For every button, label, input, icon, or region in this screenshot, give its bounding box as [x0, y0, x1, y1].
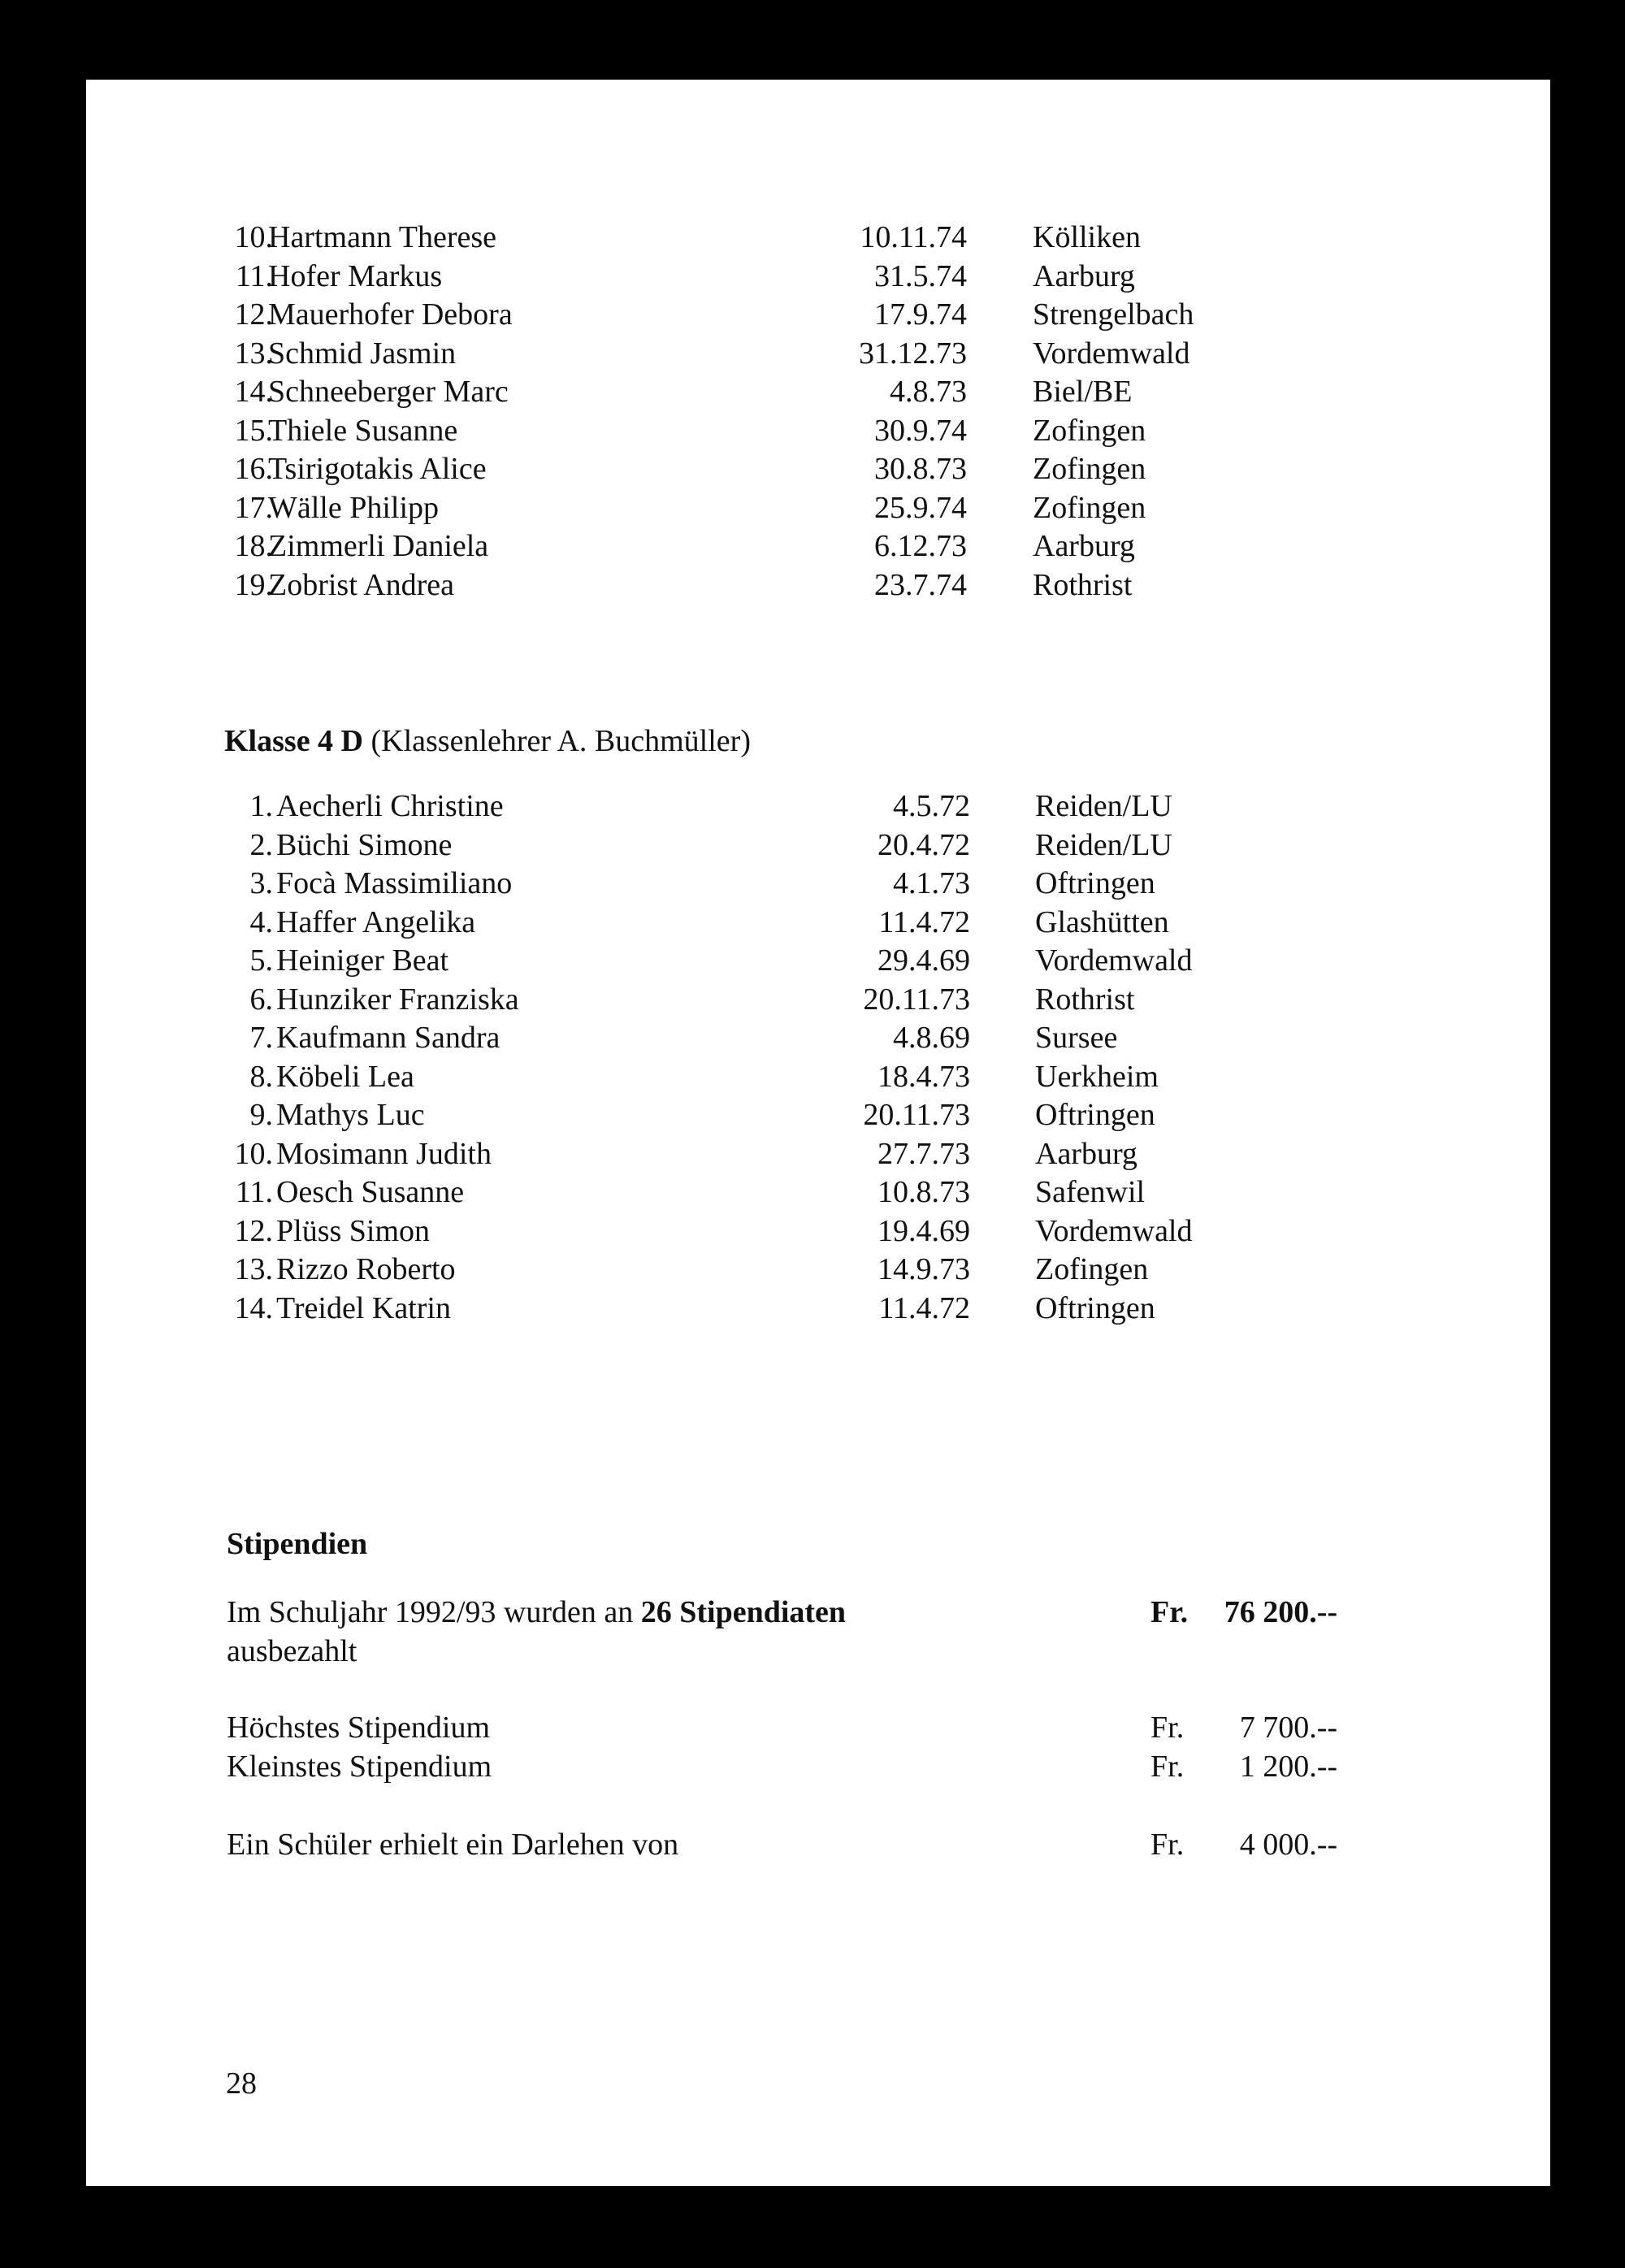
student-birthdate: 20.11.73 [863, 1098, 970, 1132]
class-4d-teacher: (Klassenlehrer A. Buchmüller) [363, 724, 751, 758]
stipendien-total-currency: Fr. [1150, 1595, 1189, 1629]
student-hometown: Rothrist [1033, 567, 1133, 602]
student-birthdate: 10.11.74 [860, 220, 967, 254]
student-row [86, 449, 1467, 488]
student-number: 12. [234, 297, 273, 332]
student-row [86, 1057, 1467, 1096]
student-hometown: Biel/BE [1033, 375, 1133, 409]
stipendien-line1-prefix: Im Schuljahr 1992/93 wurden an [227, 1595, 641, 1629]
student-row [86, 980, 1467, 1019]
student-hometown: Vordemwald [1035, 1213, 1193, 1248]
stipendien-line1-bold: 26 Stipendiaten [640, 1595, 847, 1629]
student-row [86, 1134, 1467, 1173]
stipendien-line1 [227, 1593, 846, 1632]
student-name: Haffer Angelika [276, 904, 476, 939]
student-hometown: Reiden/LU [1035, 827, 1172, 862]
student-birthdate: 6.12.73 [874, 529, 967, 563]
student-hometown: Aarburg [1033, 258, 1135, 293]
student-row [86, 1018, 1467, 1057]
student-hometown: Zofingen [1033, 413, 1146, 448]
student-birthdate: 11.4.72 [878, 1290, 970, 1325]
loan-label: Ein Schüler erhielt ein Darlehen von [227, 1828, 679, 1862]
stipendium-max-label: Höchstes Stipendium [227, 1711, 491, 1745]
student-hometown: Zofingen [1033, 490, 1146, 525]
student-number: 17. [234, 490, 273, 525]
student-hometown: Zofingen [1035, 1252, 1149, 1286]
student-name: Treidel Katrin [276, 1290, 451, 1325]
student-birthdate: 31.12.73 [859, 336, 967, 371]
student-hometown: Reiden/LU [1035, 789, 1172, 823]
student-name: Mosimann Judith [276, 1136, 492, 1171]
student-row [86, 334, 1467, 373]
student-name: Mathys Luc [276, 1098, 425, 1132]
student-number: 1. [249, 789, 273, 823]
student-number: 2. [249, 827, 273, 862]
student-number: 5. [249, 943, 273, 978]
student-row [86, 527, 1467, 566]
student-hometown: Sursee [1035, 1021, 1118, 1055]
student-name: Köbeli Lea [276, 1059, 414, 1094]
student-number: 6. [249, 982, 273, 1017]
student-name: Hartmann Therese [268, 220, 497, 254]
student-birthdate: 29.4.69 [878, 943, 970, 978]
page-number: 28 [226, 2066, 257, 2101]
student-number: 7. [249, 1021, 273, 1055]
stipendium-min-amount: 1 200.-- [1239, 1750, 1337, 1784]
student-birthdate: 18.4.73 [878, 1059, 970, 1094]
student-name: Schmid Jasmin [268, 336, 457, 371]
student-birthdate: 4.8.69 [893, 1021, 970, 1055]
student-name: Büchi Simone [276, 827, 453, 862]
student-hometown: Aarburg [1033, 529, 1135, 563]
student-birthdate: 20.11.73 [863, 982, 970, 1017]
stipendium-min-label: Kleinstes Stipendium [227, 1750, 492, 1784]
student-hometown: Oftringen [1035, 866, 1155, 900]
student-birthdate: 4.8.73 [890, 375, 967, 409]
student-row [86, 826, 1467, 865]
student-number: 11. [235, 1175, 273, 1209]
stipendien-heading: Stipendien [227, 1527, 368, 1561]
student-number: 18. [234, 529, 273, 563]
student-hometown: Rothrist [1035, 982, 1135, 1017]
student-number: 3. [249, 866, 273, 900]
student-name: Mauerhofer Debora [268, 297, 513, 332]
student-row [86, 372, 1467, 411]
student-number: 16. [234, 452, 273, 486]
student-number: 10. [234, 220, 273, 254]
student-name: Heiniger Beat [276, 943, 449, 978]
student-birthdate: 23.7.74 [874, 567, 967, 602]
loan-currency: Fr. [1150, 1828, 1185, 1862]
student-number: 4. [249, 904, 273, 939]
stipendium-max-amount: 7 700.-- [1239, 1711, 1337, 1745]
student-row [86, 1095, 1467, 1134]
student-name: Zimmerli Daniela [268, 529, 489, 563]
student-number: 14. [234, 375, 273, 409]
student-number: 11. [235, 258, 273, 293]
student-row [86, 941, 1467, 980]
student-row [86, 566, 1467, 605]
student-row [86, 1250, 1467, 1289]
loan-amount: 4 000.-- [1239, 1828, 1337, 1862]
student-row [86, 1173, 1467, 1212]
stipendien-total-amount: 76 200.-- [1224, 1595, 1337, 1629]
student-row [86, 411, 1467, 450]
student-name: Aecherli Christine [276, 789, 504, 823]
student-row [86, 295, 1467, 334]
student-name: Wälle Philipp [268, 490, 440, 525]
student-name: Zobrist Andrea [268, 567, 455, 602]
student-birthdate: 14.9.73 [878, 1252, 970, 1286]
student-name: Focà Massimiliano [276, 866, 513, 900]
student-name: Rizzo Roberto [276, 1252, 456, 1286]
student-hometown: Zofingen [1033, 452, 1146, 486]
student-name: Schneeberger Marc [268, 375, 509, 409]
class-4d-heading [224, 722, 751, 761]
student-birthdate: 19.4.69 [878, 1213, 970, 1248]
student-number: 8. [249, 1059, 273, 1094]
student-hometown: Safenwil [1035, 1175, 1146, 1209]
stipendium-min-currency: Fr. [1150, 1750, 1185, 1784]
student-birthdate: 30.8.73 [874, 452, 967, 486]
student-row [86, 864, 1467, 903]
student-birthdate: 10.8.73 [878, 1175, 970, 1209]
student-name: Oesch Susanne [276, 1175, 465, 1209]
document-page [86, 80, 1550, 2186]
stipendium-max-currency: Fr. [1150, 1711, 1185, 1745]
student-number: 12. [234, 1213, 273, 1248]
student-birthdate: 20.4.72 [878, 827, 970, 862]
student-row [86, 787, 1467, 826]
student-hometown: Strengelbach [1033, 297, 1194, 332]
student-hometown: Aarburg [1035, 1136, 1138, 1171]
student-row [86, 903, 1467, 942]
student-birthdate: 30.9.74 [874, 413, 967, 448]
student-birthdate: 31.5.74 [874, 258, 967, 293]
student-row [86, 218, 1467, 257]
student-number: 9. [249, 1098, 273, 1132]
student-hometown: Oftringen [1035, 1290, 1155, 1325]
student-hometown: Kölliken [1033, 220, 1141, 254]
student-name: Hofer Markus [268, 258, 443, 293]
student-birthdate: 17.9.74 [874, 297, 967, 332]
student-name: Kaufmann Sandra [276, 1021, 500, 1055]
student-hometown: Vordemwald [1035, 943, 1193, 978]
student-birthdate: 27.7.73 [878, 1136, 970, 1171]
student-hometown: Oftringen [1035, 1098, 1155, 1132]
student-name: Tsirigotakis Alice [268, 452, 487, 486]
student-hometown: Uerkheim [1035, 1059, 1159, 1094]
student-birthdate: 4.5.72 [893, 789, 970, 823]
student-row [86, 257, 1467, 296]
student-number: 10. [234, 1136, 273, 1171]
student-number: 13. [234, 1252, 273, 1286]
student-name: Thiele Susanne [268, 413, 458, 448]
student-row [86, 1212, 1467, 1251]
class-4d-title: Klasse 4 D [224, 724, 363, 758]
student-number: 13. [234, 336, 273, 371]
student-row [86, 1289, 1467, 1328]
student-hometown: Vordemwald [1033, 336, 1190, 371]
student-number: 19. [234, 567, 273, 602]
student-birthdate: 25.9.74 [874, 490, 967, 525]
student-name: Hunziker Franziska [276, 982, 519, 1017]
student-birthdate: 4.1.73 [893, 866, 970, 900]
student-birthdate: 11.4.72 [878, 904, 970, 939]
student-number: 14. [234, 1290, 273, 1325]
student-row [86, 488, 1467, 527]
student-name: Plüss Simon [276, 1213, 431, 1248]
student-hometown: Glashütten [1035, 904, 1169, 939]
stipendien-line1-cont: ausbezahlt [227, 1634, 358, 1668]
student-number: 15. [234, 413, 273, 448]
